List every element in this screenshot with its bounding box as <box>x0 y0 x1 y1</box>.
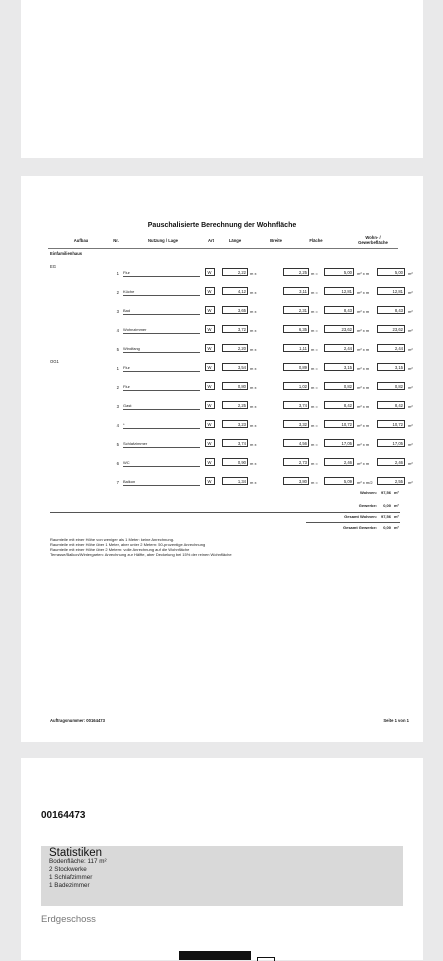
stat-floors: 2 Stockwerke <box>49 866 87 873</box>
breite-field: 6,35 <box>283 325 309 333</box>
unit-label: m² x m <box>357 328 370 333</box>
wohnflaeche-field: 12,81 <box>377 287 405 295</box>
note-2: Raumteile mit einer Höhe über 1 Meter, aber unter 2 Metern: 50-prozentige Anrechnung <box>50 542 206 547</box>
wohnflaeche-field: 2,55 <box>377 477 405 485</box>
page-counter: Seite 1 von 1 <box>383 718 409 723</box>
room-nr: 3 <box>116 309 119 314</box>
room-name: Wohnzimmer <box>123 327 200 334</box>
header-wohnflaeche: Wohn- / Gewerbefläche <box>358 235 388 245</box>
equals-symbol: m = <box>311 347 318 352</box>
art-field: W <box>205 401 215 409</box>
wohnflaeche-field: 17,05 <box>377 439 405 447</box>
wohnflaeche-field: 2,44 <box>377 344 405 352</box>
room-name: WC <box>123 460 200 467</box>
gesamt-wohnen-label: Gesamt Wohnen: <box>344 514 377 519</box>
art-field: W <box>205 306 215 314</box>
laenge-field: 3,23 <box>222 420 248 428</box>
table-row <box>21 268 423 278</box>
unit-label: m² x m <box>357 385 370 390</box>
room-nr: 5 <box>116 442 119 447</box>
total-wohnen-value: 97,56 <box>380 490 391 495</box>
art-field: W <box>205 439 215 447</box>
header-aufbau: Aufbau <box>73 238 89 243</box>
laenge-field: 2,20 <box>222 344 248 352</box>
statistics-title: Statistiken <box>49 847 103 859</box>
times-symbol: m x <box>250 423 257 428</box>
room-name: Gast <box>123 403 200 410</box>
art-field: W <box>205 382 215 390</box>
wohn-unit-label: m² <box>408 461 413 466</box>
wohn-unit-label: m² <box>408 290 413 295</box>
room-nr: 7 <box>116 480 119 485</box>
times-symbol: m x <box>250 328 257 333</box>
totals-divider <box>50 512 400 513</box>
flaeche-field: 8,42 <box>324 401 354 409</box>
flaeche-field: 12,81 <box>324 287 354 295</box>
stat-floor-area: Bodenfläche: 117 m² <box>49 858 107 865</box>
flaeche-field: 5,09 <box>324 477 354 485</box>
stat-bathrooms: 1 Badezimmer <box>49 882 90 889</box>
total-gewerbe-unit: m² <box>394 503 399 508</box>
order-number: 00164473 <box>41 810 86 821</box>
stat-bedrooms: 1 Schlafzimmer <box>49 874 93 881</box>
laenge-field: 3,72 <box>222 325 248 333</box>
equals-symbol: m = <box>311 309 318 314</box>
building-type: Einfamilienhaus <box>50 251 83 256</box>
room-nr: 2 <box>116 290 119 295</box>
room-name: Flur <box>123 270 200 277</box>
wohnflaeche-field: 0,82 <box>377 382 405 390</box>
breite-field: 3,11 <box>283 287 309 295</box>
room-name: Küche <box>123 289 200 296</box>
room-name: * <box>123 422 200 429</box>
wohnflaeche-field: 8,42 <box>377 401 405 409</box>
breite-field: 3,74 <box>283 401 309 409</box>
laenge-field: 1,34 <box>222 477 248 485</box>
note-4: Terrasse/Balkon/Wintergarten: Anrechnung zur Hälfte, aber Deckelung bei 15% der reinen Wohnfläche <box>50 552 232 557</box>
laenge-field: 4,12 <box>222 287 248 295</box>
times-symbol: m x <box>250 461 257 466</box>
unit-label: m² x m <box>357 461 370 466</box>
breite-field: 2,25 <box>283 268 309 276</box>
total-gewerbe-label: Gewerbe: <box>358 503 377 508</box>
equals-symbol: m = <box>311 461 318 466</box>
total-wohnen-label: Wohnen: <box>359 490 377 495</box>
wohnflaeche-field: 10,72 <box>377 420 405 428</box>
equals-symbol: m = <box>311 480 318 485</box>
unit-label: m² x m <box>357 366 370 371</box>
room-name: Flur <box>123 384 200 391</box>
table-row <box>21 401 423 411</box>
table-row <box>21 287 423 297</box>
equals-symbol: m = <box>311 442 318 447</box>
times-symbol: m x <box>250 347 257 352</box>
times-symbol: m x <box>250 442 257 447</box>
times-symbol: m x <box>250 366 257 371</box>
wohn-unit-label: m² <box>408 328 413 333</box>
equals-symbol: m = <box>311 328 318 333</box>
flaeche-field: 2,46 <box>324 458 354 466</box>
equals-symbol: m = <box>311 404 318 409</box>
times-symbol: m x <box>250 271 257 276</box>
gesamt-wohnen-unit: m² <box>394 514 399 519</box>
wohnflaeche-field: 8,43 <box>377 306 405 314</box>
total-gewerbe-value: 0,00 <box>383 503 391 508</box>
art-field: W <box>205 268 215 276</box>
laenge-field: 2,22 <box>222 268 248 276</box>
statistics-box <box>41 846 403 906</box>
room-nr: 4 <box>116 423 119 428</box>
room-nr: 3 <box>116 404 119 409</box>
header-breite: Breite <box>270 238 282 243</box>
laenge-field: 3,54 <box>222 363 248 371</box>
order-number-footer: Auftragsnummer: 00164473 <box>50 718 105 723</box>
floor-plan-image <box>179 951 251 960</box>
art-field: W <box>205 420 215 428</box>
room-nr: 5 <box>116 347 119 352</box>
room-nr: 4 <box>116 328 119 333</box>
laenge-field: 0,80 <box>222 382 248 390</box>
art-field: W <box>205 477 215 485</box>
gesamt-gewerbe-unit: m² <box>394 525 399 530</box>
floor-label: EG <box>50 264 57 269</box>
room-nr: 1 <box>116 366 119 371</box>
table-row <box>21 344 423 354</box>
document-title: Pauschalisierte Berechnung der Wohnfläche <box>147 222 297 229</box>
unit-label: m² x m <box>357 347 370 352</box>
art-field: W <box>205 325 215 333</box>
wohnflaeche-field: 5,00 <box>377 268 405 276</box>
times-symbol: m x <box>250 404 257 409</box>
table-row <box>21 439 423 449</box>
table-row <box>21 382 423 392</box>
header-art: Art <box>207 238 215 243</box>
breite-field: 4,56 <box>283 439 309 447</box>
gesamt-wohnen-value: 97,56 <box>380 514 391 519</box>
room-nr: 6 <box>116 461 119 466</box>
gesamt-gewerbe-value: 0,00 <box>383 525 391 530</box>
flaeche-field: 10,72 <box>324 420 354 428</box>
wohn-unit-label: m² <box>408 385 413 390</box>
note-1: Raumteile mit einer Höhe von weniger als 1 Meter: keine Anrechnung. <box>50 537 175 542</box>
unit-label: m² x m <box>357 404 370 409</box>
floor-label: OG1 <box>50 359 59 364</box>
equals-symbol: m = <box>311 271 318 276</box>
wohn-unit-label: m² <box>408 271 413 276</box>
header-flaeche: Fläche <box>309 238 323 243</box>
wohnflaeche-field: 3,15 <box>377 363 405 371</box>
breite-field: 2,31 <box>283 306 309 314</box>
flaeche-field: 8,43 <box>324 306 354 314</box>
flaeche-field: 2,44 <box>324 344 354 352</box>
unit-label: m² x m <box>357 309 370 314</box>
breite-field: 3,32 <box>283 420 309 428</box>
flaeche-field: 17,05 <box>324 439 354 447</box>
room-name: Windfang <box>123 346 200 353</box>
laenge-field: 2,25 <box>222 401 248 409</box>
equals-symbol: m = <box>311 423 318 428</box>
breite-field: 0,89 <box>283 363 309 371</box>
laenge-field: 3,65 <box>222 306 248 314</box>
flaeche-field: 5,00 <box>324 268 354 276</box>
flaeche-field: 3,15 <box>324 363 354 371</box>
pdf-page-wohnflaeche <box>21 176 423 742</box>
art-field: W <box>205 458 215 466</box>
header-nutzung: Nutzung / Lage <box>147 238 178 243</box>
unit-label: m² x m/2 <box>357 480 373 485</box>
total-wohnen-unit: m² <box>394 490 399 495</box>
times-symbol: m x <box>250 309 257 314</box>
laenge-field: 0,90 <box>222 458 248 466</box>
wohn-unit-label: m² <box>408 309 413 314</box>
header-divider <box>48 248 398 249</box>
note-3: Raumteile mit einer Höhe über 2 Metern: volle Anrechnung auf die Wohnfläche <box>50 547 190 552</box>
times-symbol: m x <box>250 290 257 295</box>
room-nr: 1 <box>116 271 119 276</box>
room-name: Balkon <box>123 479 200 486</box>
wohnflaeche-field: 23,62 <box>377 325 405 333</box>
unit-label: m² x m <box>357 290 370 295</box>
equals-symbol: m = <box>311 385 318 390</box>
table-row <box>21 325 423 335</box>
totals-divider-2 <box>306 522 400 523</box>
table-row <box>21 458 423 468</box>
room-nr: 2 <box>116 385 119 390</box>
wohn-unit-label: m² <box>408 366 413 371</box>
header-nr: Nr. <box>113 238 119 243</box>
breite-field: 2,73 <box>283 458 309 466</box>
header-laenge: Länge <box>228 238 242 243</box>
table-row <box>21 420 423 430</box>
pdf-page-previous <box>21 0 423 158</box>
wohn-unit-label: m² <box>408 442 413 447</box>
breite-field: 3,80 <box>283 477 309 485</box>
room-name: Flur <box>123 365 200 372</box>
room-name: Schlafzimmer <box>123 441 200 448</box>
table-row <box>21 306 423 316</box>
table-row <box>21 477 423 487</box>
flaeche-field: 0,82 <box>324 382 354 390</box>
times-symbol: m x <box>250 480 257 485</box>
equals-symbol: m = <box>311 366 318 371</box>
wohn-unit-label: m² <box>408 347 413 352</box>
gesamt-gewerbe-label: Gesamt Gewerbe: <box>342 525 377 530</box>
floor-title: Erdgeschoss <box>41 914 96 925</box>
wohn-unit-label: m² <box>408 404 413 409</box>
floor-plan-image-edge <box>257 957 275 961</box>
listing-details <box>21 758 423 960</box>
flaeche-field: 23,62 <box>324 325 354 333</box>
unit-label: m² x m <box>357 423 370 428</box>
breite-field: 1,02 <box>283 382 309 390</box>
unit-label: m² x m <box>357 442 370 447</box>
times-symbol: m x <box>250 385 257 390</box>
wohnflaeche-field: 2,46 <box>377 458 405 466</box>
art-field: W <box>205 363 215 371</box>
laenge-field: 3,74 <box>222 439 248 447</box>
unit-label: m² x m <box>357 271 370 276</box>
art-field: W <box>205 344 215 352</box>
room-name: Bad <box>123 308 200 315</box>
breite-field: 1,11 <box>283 344 309 352</box>
art-field: W <box>205 287 215 295</box>
wohn-unit-label: m² <box>408 480 413 485</box>
wohn-unit-label: m² <box>408 423 413 428</box>
equals-symbol: m = <box>311 290 318 295</box>
table-row <box>21 363 423 373</box>
